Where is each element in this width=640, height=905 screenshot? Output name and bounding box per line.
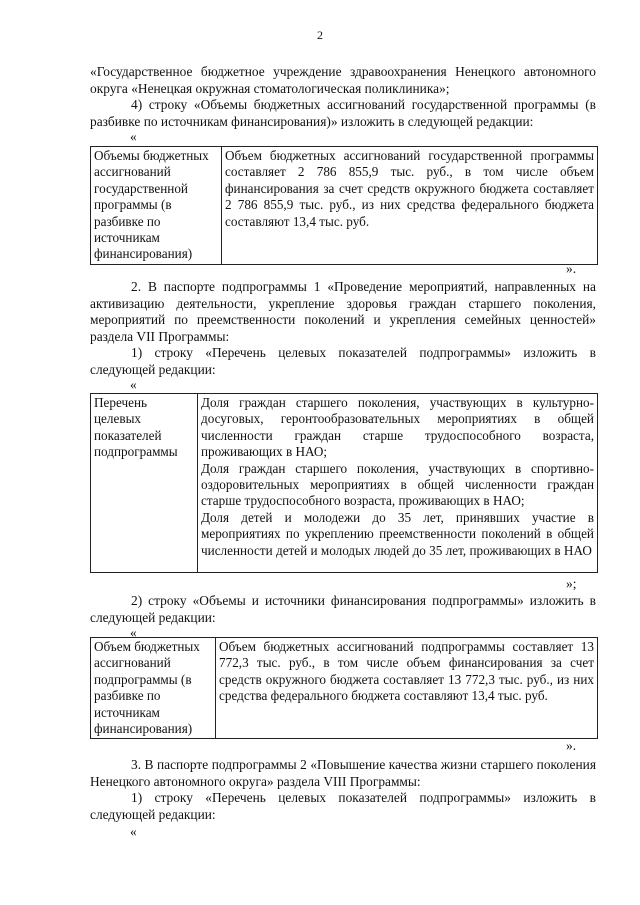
- quote-open: «: [130, 129, 137, 144]
- paragraph-indicators: 1) строку «Перечень целевых показателей подпрограммы» изложить в следующей редакции:: [90, 345, 596, 377]
- table-row: [91, 638, 598, 739]
- page-number: 2: [317, 28, 323, 42]
- quote-open: «: [130, 824, 137, 839]
- paragraph-institution: «Государственное бюджетное учреждение здравоохранения Ненецкого автономного округа «Ненецкая окружная стоматологическая поликлиника»;: [90, 64, 596, 96]
- table-cell-label: Объемы бюджетных ассигнований государственной программы (в разбивке по источникам финансирования): [91, 147, 222, 265]
- table-cell-label: Объем бюджетных ассигнований подпрограммы (в разбивке по источникам финансирования): [91, 638, 216, 739]
- quote-open: «: [130, 377, 137, 392]
- table-indicators: [90, 393, 598, 573]
- table-program-budget: [90, 146, 598, 265]
- table-row: [91, 394, 598, 573]
- indicator-line: Доля детей и молодежи до 35 лет, принявших участие в мероприятиях по укреплению преемственности поколений в общей численности детей и молодых людей до 35 лет, проживающих в НАО: [201, 509, 594, 558]
- quote-close: ».: [566, 738, 577, 753]
- paragraph-financing: 2) строку «Объемы и источники финансирования подпрограммы» изложить в следующей редакции:: [90, 593, 596, 625]
- paragraph-item-4: 4) строку «Объемы бюджетных ассигнований государственной программы (в разбивке по источникам финансирования)» изложить в следующей редакции:: [90, 97, 596, 129]
- quote-close: ».: [566, 261, 577, 276]
- paragraph-subprogram-2: 3. В паспорте подпрограммы 2 «Повышение качества жизни старшего поколения Ненецкого автономного округа» раздела VIII Программы:: [90, 757, 596, 789]
- indicator-line: Доля граждан старшего поколения, участвующих в культурно-досуговых, геронтообразовательных мероприятиях в общей численности граждан старше трудоспособного возраста, проживающих в НАО;: [201, 395, 594, 460]
- paragraph-indicators-2: 1) строку «Перечень целевых показателей подпрограммы» изложить в следующей редакции:: [90, 790, 596, 822]
- paragraph-subprogram-1: 2. В паспорте подпрограммы 1 «Проведение мероприятий, направленных на активизацию деятельности, укрепление здоровья граждан старшего поколения, мероприятий по преемственности поколений и укрепления семейных ценностей» раздела VII Программы:: [90, 279, 596, 344]
- table-cell-value: Объем бюджетных ассигнований государственной программы составляет 2 786 855,9 тыс. руб., в том числе объем финансирования за счет средств окружного бюджета составляет 2 786 855,9 тыс. руб., из них средства федерального бюджета составляют 13,4 тыс. руб.: [222, 147, 598, 265]
- table-subprogram-budget: [90, 637, 598, 739]
- table-cell-value: [198, 394, 598, 573]
- table-cell-value: Объем бюджетных ассигнований подпрограммы составляет 13 772,3 тыс. руб., в том числе объем финансирования за счет средств окружного бюджета составляет 13 772,3 тыс. руб., из них средства федерального бюджета составляют 13,4 тыс. руб.: [216, 638, 598, 739]
- indicator-line: Доля граждан старшего поколения, участвующих в спортивно-оздоровительных мероприятиях в общей численности граждан старше трудоспособного возраста, проживающих в НАО;: [201, 460, 594, 509]
- table-row: [91, 147, 598, 265]
- quote-open: «: [130, 625, 137, 640]
- table-cell-label: Перечень целевых показателей подпрограммы: [91, 394, 198, 573]
- quote-close: »;: [566, 576, 577, 591]
